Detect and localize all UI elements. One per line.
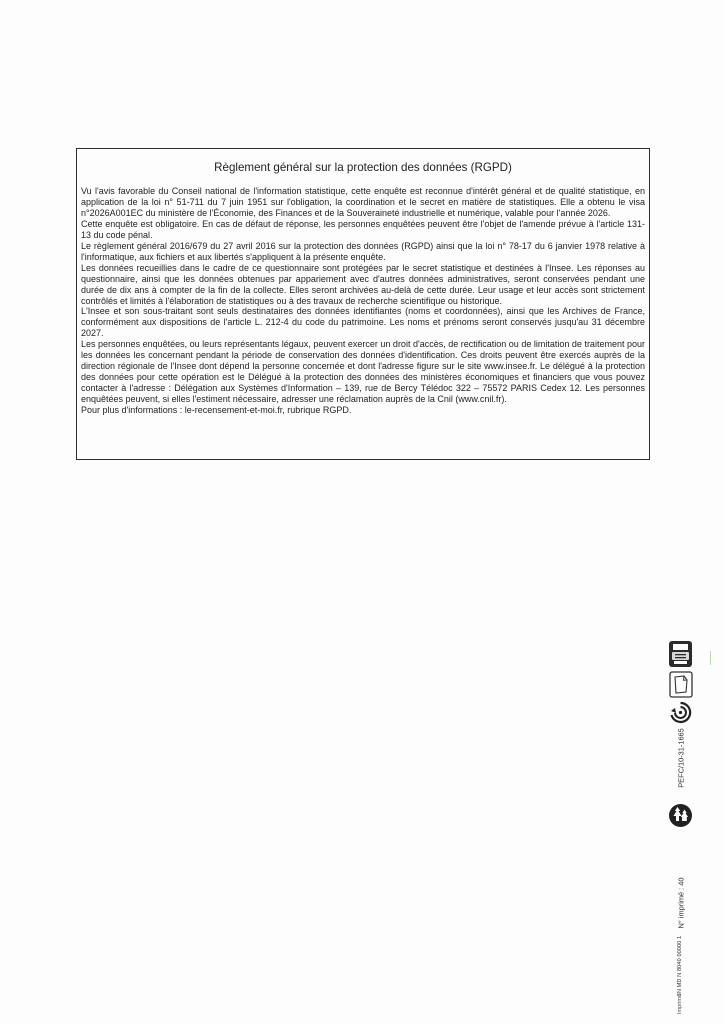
printer-label: Imprimé	[677, 993, 683, 1015]
swirl-logo-icon	[668, 700, 693, 725]
pefc-code: PEFC/10-31-1665	[676, 728, 686, 788]
paragraph-cnis-approval: Vu l'avis favorable du Conseil national de l'information statistique, cette enquête est reconnue d'intérêt général et de qualité statistique, en application de la loi n° 51-711 du 7 juin 1951 sur l'obligation, la coordination et le secret en matière de statistiques. Elle a obtenu le visa n°2026A001EC du ministère de l'Économie, des Finances et de la Souveraineté industrielle et numérique, valable pour l'année 2026.	[81, 186, 645, 218]
paragraph-legal-framework: Le règlement général 2016/679 du 27 avril 2016 sur la protection des données (RGPD) ainsi que la loi n° 78-17 du 6 janvier 1978 relative à l'informatique, aux fichiers et aux libertés s'appliquent à la présente enquête.	[81, 240, 645, 262]
paragraph-more-info: Pour plus d'informations : le-recensement-et-moi.fr, rubrique RGPD.	[81, 405, 352, 416]
pefc-logo-icon	[668, 802, 693, 829]
rgpd-notice-box	[76, 148, 650, 460]
rgpd-body	[81, 186, 645, 416]
paragraph-rights: Les personnes enquêtées, ou leurs représentants légaux, peuvent exercer un droit d'accès, de rectification ou de limitation de traitement pour les données les concernant pendant la période de conservation des données d'identification. Ces droits peuvent être exercés auprès de la direction régionale de l'Insee dont dépend la personne concernée et dont l'adresse figure sur le site www.insee.fr. Le délégué à la protection des données pour cette opération est le Délégué à la protection des données des ministères économiques et financiers que vous pouvez contacter à l'adresse : Délégation aux Systèmes d'Information – 139, rue de Bercy Télédoc 322 – 75572 PARIS Cedex 12. Les personnes enquêtées peuvent, si elles l'estiment nécessaire, adresser une réclamation auprès de la Cnil (www.cnil.fr).	[81, 339, 645, 405]
print-number: N° imprimé : 40	[676, 877, 686, 929]
paragraph-recipients: L'Insee et son sous-traitant sont seuls destinataires des données identifiantes (noms et coordonnées), ainsi que les Archives de France, conformément aux dispositions de l'article L. 212-4 du code du patrimoine. Les noms et prénoms seront conservés jusqu'au 31 décembre 2027.	[81, 306, 645, 339]
scan-mark	[710, 651, 711, 665]
paragraph-obligation: Cette enquête est obligatoire. En cas de défaut de réponse, les personnes enquêtées peuvent être l'objet de l'amende prévue à l'article 131-13 du code pénal.	[81, 218, 645, 240]
page-square-icon	[669, 671, 693, 698]
rgpd-title: Règlement général sur la protection des données (RGPD)	[214, 161, 512, 174]
reference-code: 3N MD N 8040 00000 1	[677, 935, 683, 997]
printer-logo-icon	[668, 640, 693, 668]
paragraph-data-protection: Les données recueillies dans le cadre de ce questionnaire sont protégées par le secret statistique et destinées à l'Insee. Les réponses au questionnaire, ainsi que les données obtenues par appariement avec d'autres données administratives, seront conservées pendant une durée de dix ans à compter de la fin de la collecte. Elles seront archivées au-delà de cette durée. Leur usage et leur accès sont strictement contrôlés et limités à l'élaboration de statistiques ou à des travaux de recherche scientifique ou historique.	[81, 262, 645, 306]
